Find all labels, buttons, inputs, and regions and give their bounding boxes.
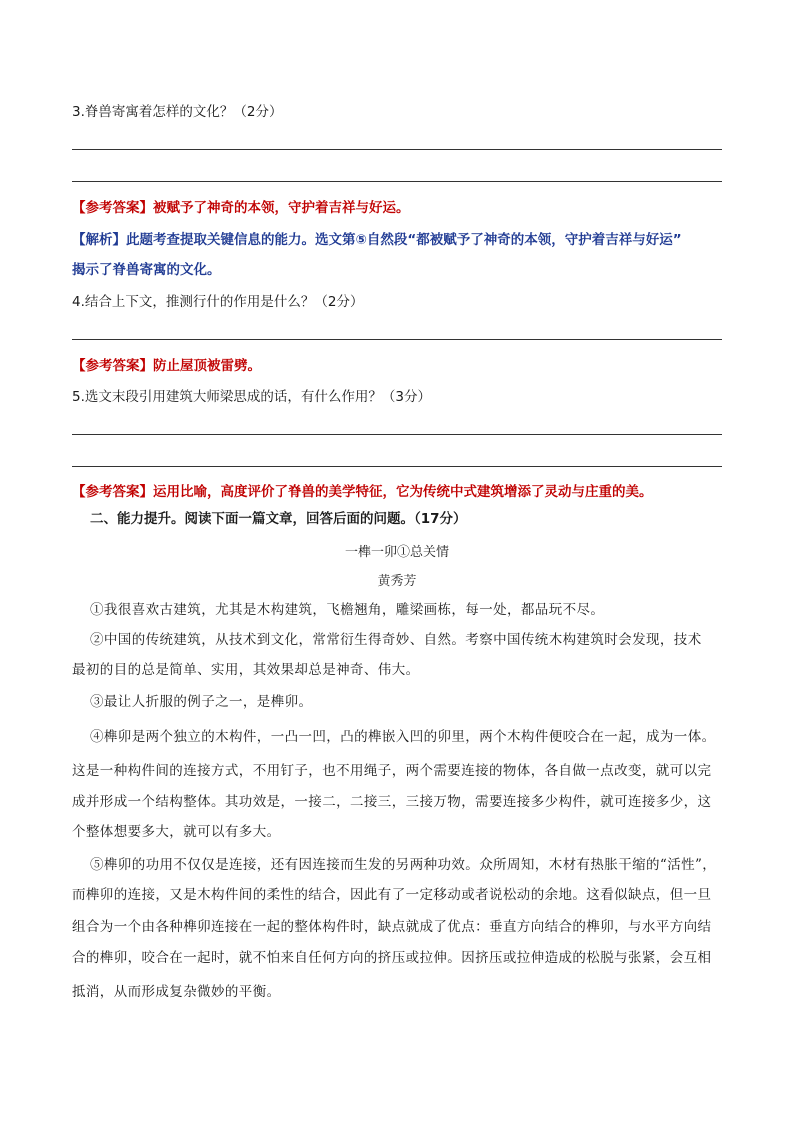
paragraph-5: ⑤榫卯的功用不仅仅是连接，还有因连接而生发的另两种功效。众所周知，木材有热胀干缩的“活性”， — [90, 857, 717, 873]
paragraph-4-cont: 成并形成一个结构整体。其功效是，一接二，二接三，三接万物，需要连接多少构件，就可连接多少，这 — [72, 794, 712, 810]
analysis-tag: 【解析】 — [72, 232, 126, 248]
q3-analysis — [72, 230, 682, 250]
answer-text: 运用比喻，高度评价了脊兽的美学特征，它为传统中式建筑增添了灵动与庄重的美。 — [153, 484, 653, 500]
article-author: 黄秀芳 — [377, 574, 417, 589]
question-5: 5.选文末段引用建筑大师梁思成的话，有什么作用？（3分） — [72, 389, 431, 405]
answer-line — [72, 181, 722, 182]
paragraph-4-cont: 个整体想要多大，就可以有多大。 — [72, 824, 281, 840]
paragraph-2: ②中国的传统建筑，从技术到文化，常常衍生得奇妙、自然。考察中国传统木构建筑时会发现，技术 — [90, 632, 702, 648]
analysis-text-cont: 揭示了脊兽寄寓的文化。 — [72, 262, 221, 278]
answer-line — [72, 339, 722, 340]
paragraph-5-cont: 而榫卯的连接，又是木构件间的柔性的结合，因此有了一定移动或者说松动的余地。这看似缺点，但一旦 — [72, 887, 712, 903]
answer-tag: 【参考答案】 — [72, 484, 153, 500]
paragraph-5-cont: 合的榫卯，咬合在一起时，就不怕来自任何方向的挤压或拉伸。因挤压或拉伸造成的松脱与张紧，会互相 — [72, 950, 712, 966]
paragraph-4-cont: 这是一种构件间的连接方式，不用钉子，也不用绳子，两个需要连接的物体，各自做一点改变，就可以完 — [72, 763, 712, 779]
answer-line — [72, 466, 722, 467]
paragraph-4: ④榫卯是两个独立的木构件，一凸一凹，凸的榫嵌入凹的卯里，两个木构件便咬合在一起，成为一体。 — [90, 729, 716, 745]
answer-tag: 【参考答案】 — [72, 200, 153, 216]
question-3: 3.脊兽寄寓着怎样的文化？（2分） — [72, 104, 283, 120]
answer-tag: 【参考答案】 — [72, 358, 153, 374]
article-title: 一榫一卯①总关情 — [344, 545, 449, 560]
paragraph-1: ①我很喜欢古建筑，尤其是木构建筑，飞檐翘角，雕梁画栋，每一处，都品玩不尽。 — [90, 602, 605, 618]
answer-text: 被赋予了神奇的本领，守护着吉祥与好运。 — [153, 200, 410, 216]
q3-reference-answer — [72, 198, 410, 218]
analysis-text: 此题考查提取关键信息的能力。选文第⑤自然段“都被赋予了神奇的本领，守护着吉祥与好运” — [126, 232, 682, 248]
answer-line — [72, 434, 722, 435]
paragraph-2-cont: 最初的目的总是简单、实用，其效果却总是神奇、伟大。 — [72, 662, 420, 678]
q5-reference-answer — [72, 482, 653, 502]
paragraph-5-cont: 组合为一个由各种榫卯连接在一起的整体构件时，缺点就成了优点：垂直方向结合的榫卯，与水平方向结 — [72, 919, 712, 935]
paragraph-5-cont: 抵消，从而形成复杂微妙的平衡。 — [72, 984, 281, 1000]
question-4: 4.结合上下文，推测行什的作用是什么？（2分） — [72, 294, 364, 310]
paragraph-3: ③最让人折服的例子之一，是榫卯。 — [90, 694, 313, 710]
answer-text: 防止屋顶被雷劈。 — [153, 358, 261, 374]
answer-line — [72, 149, 722, 150]
section-heading: 二、能力提升。阅读下面一篇文章，回答后面的问题。（17分） — [90, 511, 467, 527]
q4-reference-answer — [72, 356, 261, 376]
